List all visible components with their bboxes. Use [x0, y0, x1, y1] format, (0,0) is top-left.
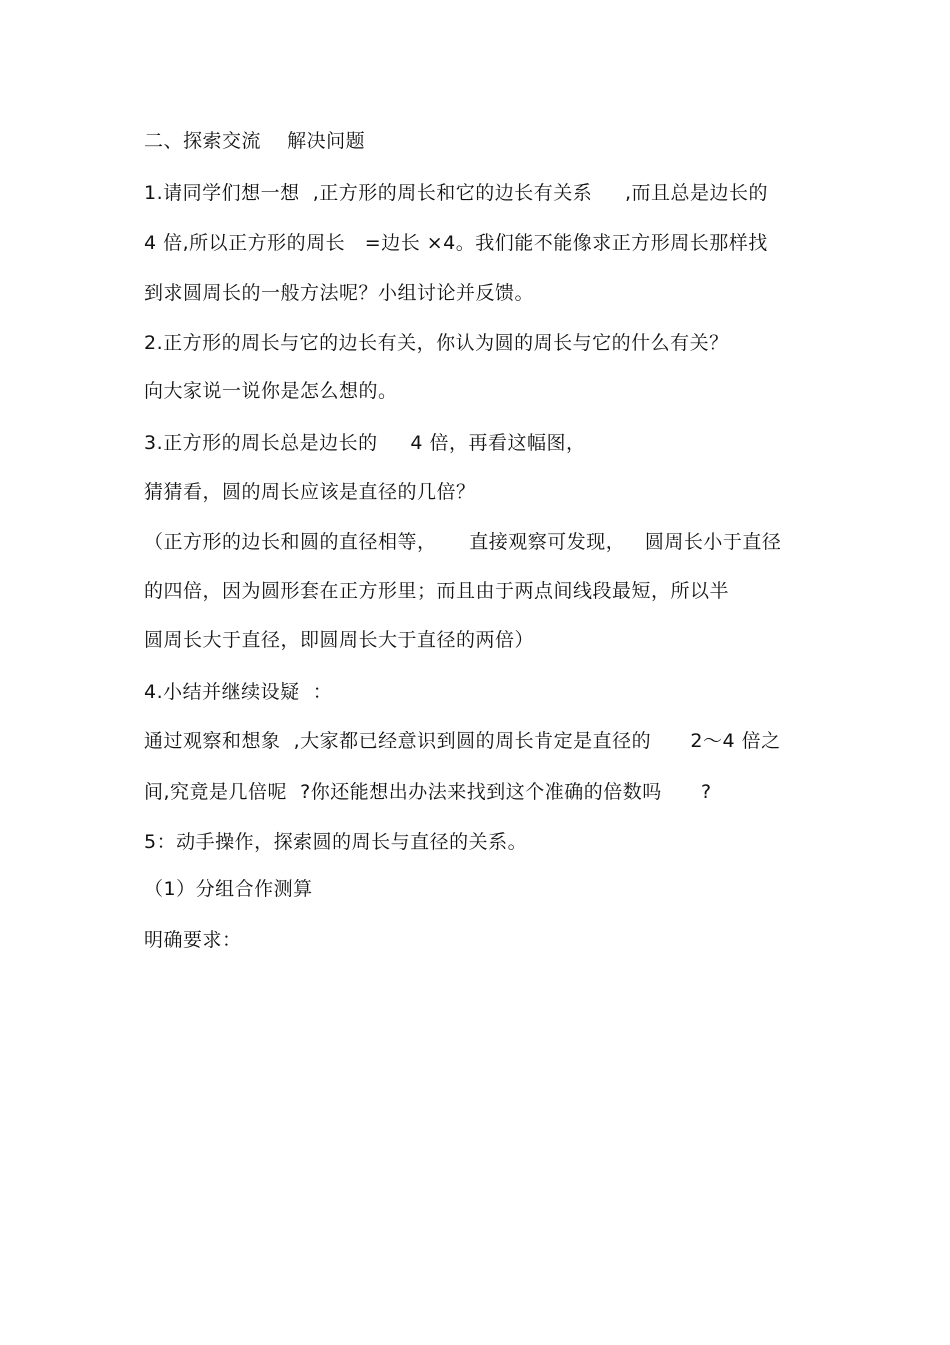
paragraph-line: 猜猜看，圆的周长应该是直径的几倍？ [144, 481, 476, 503]
paragraph-line: 1.请同学们想一想 ,正方形的周长和它的边长有关系 ,而且总是边长的 [144, 182, 768, 204]
paragraph-line: 圆周长大于直径，即圆周长大于直径的两倍） [144, 629, 535, 651]
section-heading: 二、探索交流 解决问题 [144, 130, 366, 152]
paragraph-line: 4 倍,所以正方形的周长 =边长 ×4。我们能不能像求正方形周长那样找 [144, 232, 768, 254]
paragraph-line: （正方形的边长和圆的直径相等， 直接观察可发现， 圆周长小于直径 [144, 531, 782, 553]
paragraph-line: 通过观察和想象 ,大家都已经意识到圆的周长肯定是直径的 2～4 倍之 [144, 730, 781, 752]
paragraph-line: 2.正方形的周长与它的边长有关，你认为圆的周长与它的什么有关？ [144, 332, 729, 354]
paragraph-line: 3.正方形的周长总是边长的 4 倍，再看这幅图， [144, 432, 586, 454]
paragraph-line: 明确要求： [144, 929, 242, 951]
paragraph-line: 的四倍，因为圆形套在正方形里；而且由于两点间线段最短，所以半 [144, 580, 730, 602]
paragraph-line: 向大家说一说你是怎么想的。 [144, 380, 398, 402]
paragraph-line: （1）分组合作测算 [144, 878, 313, 900]
paragraph-line: 到求圆周长的一般方法呢？小组讨论并反馈。 [144, 282, 535, 304]
paragraph-line: 5：动手操作，探索圆的周长与直径的关系。 [144, 831, 528, 853]
paragraph-line: 间,究竟是几倍呢 ?你还能想出办法来找到这个准确的倍数吗 ? [144, 781, 712, 803]
paragraph-line: 4.小结并继续设疑 ： [144, 681, 333, 703]
